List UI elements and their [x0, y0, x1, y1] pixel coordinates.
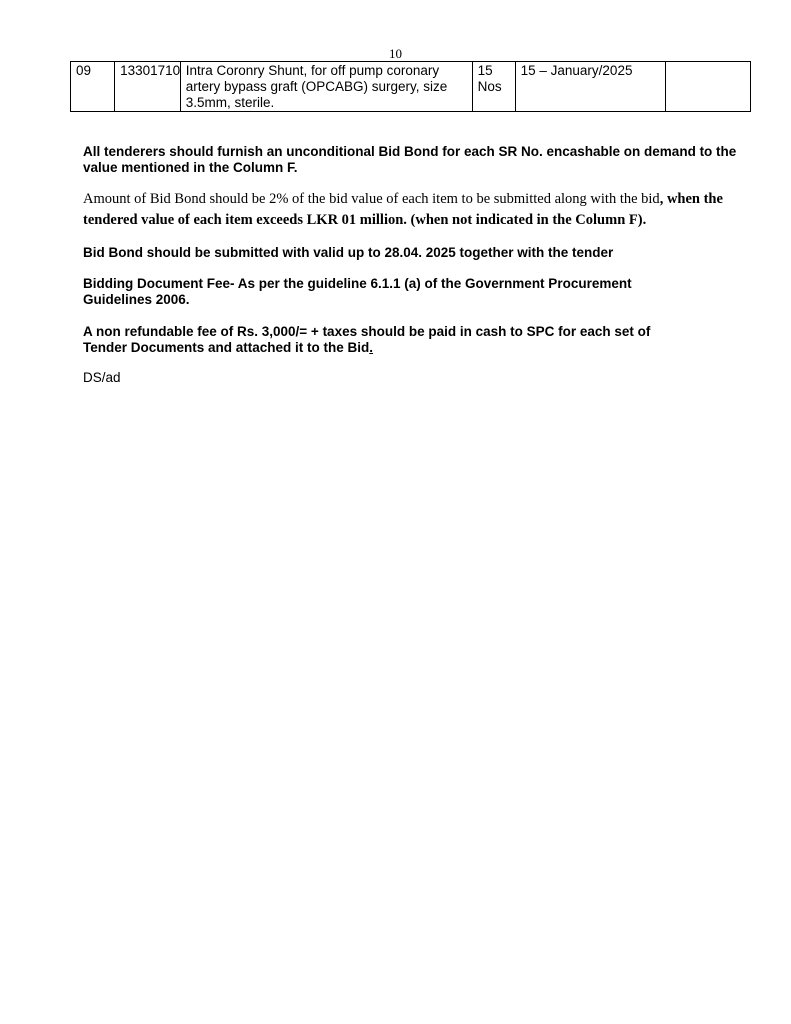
delivery-date-cell: 15 – January/2025: [515, 62, 665, 112]
bid-bond-requirement: All tenderers should furnish an unconditional Bid Bond for each SR No. encashable on demand to the value mentioned in the Column F.: [83, 144, 737, 175]
table-row: [71, 62, 751, 112]
bid-bond-cell: [666, 62, 751, 112]
bid-bond-validity: Bid Bond should be submitted with valid up to 28.04. 2025 together with the tender: [83, 245, 614, 260]
document-fee: Bidding Document Fee- As per the guideline 6.1.1 (a) of the Government Procurement Guidelines 2006.: [83, 276, 632, 307]
items-table: [70, 61, 751, 112]
bid-bond-amount-condition: , when the tendered value of each item exceeds LKR 01 million. (when not indicated in the Column F).: [83, 191, 723, 228]
initials: DS/ad: [83, 370, 121, 385]
description-cell: Intra Coronry Shunt, for off pump coronary artery bypass graft (OPCABG) surgery, size 3.5mm, sterile.: [180, 62, 472, 112]
bid-bond-amount: [83, 189, 755, 231]
sr-number-cell: 09: [71, 62, 115, 112]
fee-line-text: A non refundable fee of Rs. 3,000/= + taxes should be paid in cash to SPC for each set of Tender Documents and attached it to the Bid: [83, 324, 651, 355]
fee-line-end: .: [369, 340, 374, 355]
page-number: 10: [389, 46, 402, 61]
quantity-cell: 15 Nos: [472, 62, 515, 112]
fee-line: [83, 324, 693, 356]
bid-bond-amount-text: Amount of Bid Bond should be 2% of the bid value of each item to be submitted along with the bid: [83, 191, 660, 207]
item-code-cell: 13301710: [115, 62, 181, 112]
